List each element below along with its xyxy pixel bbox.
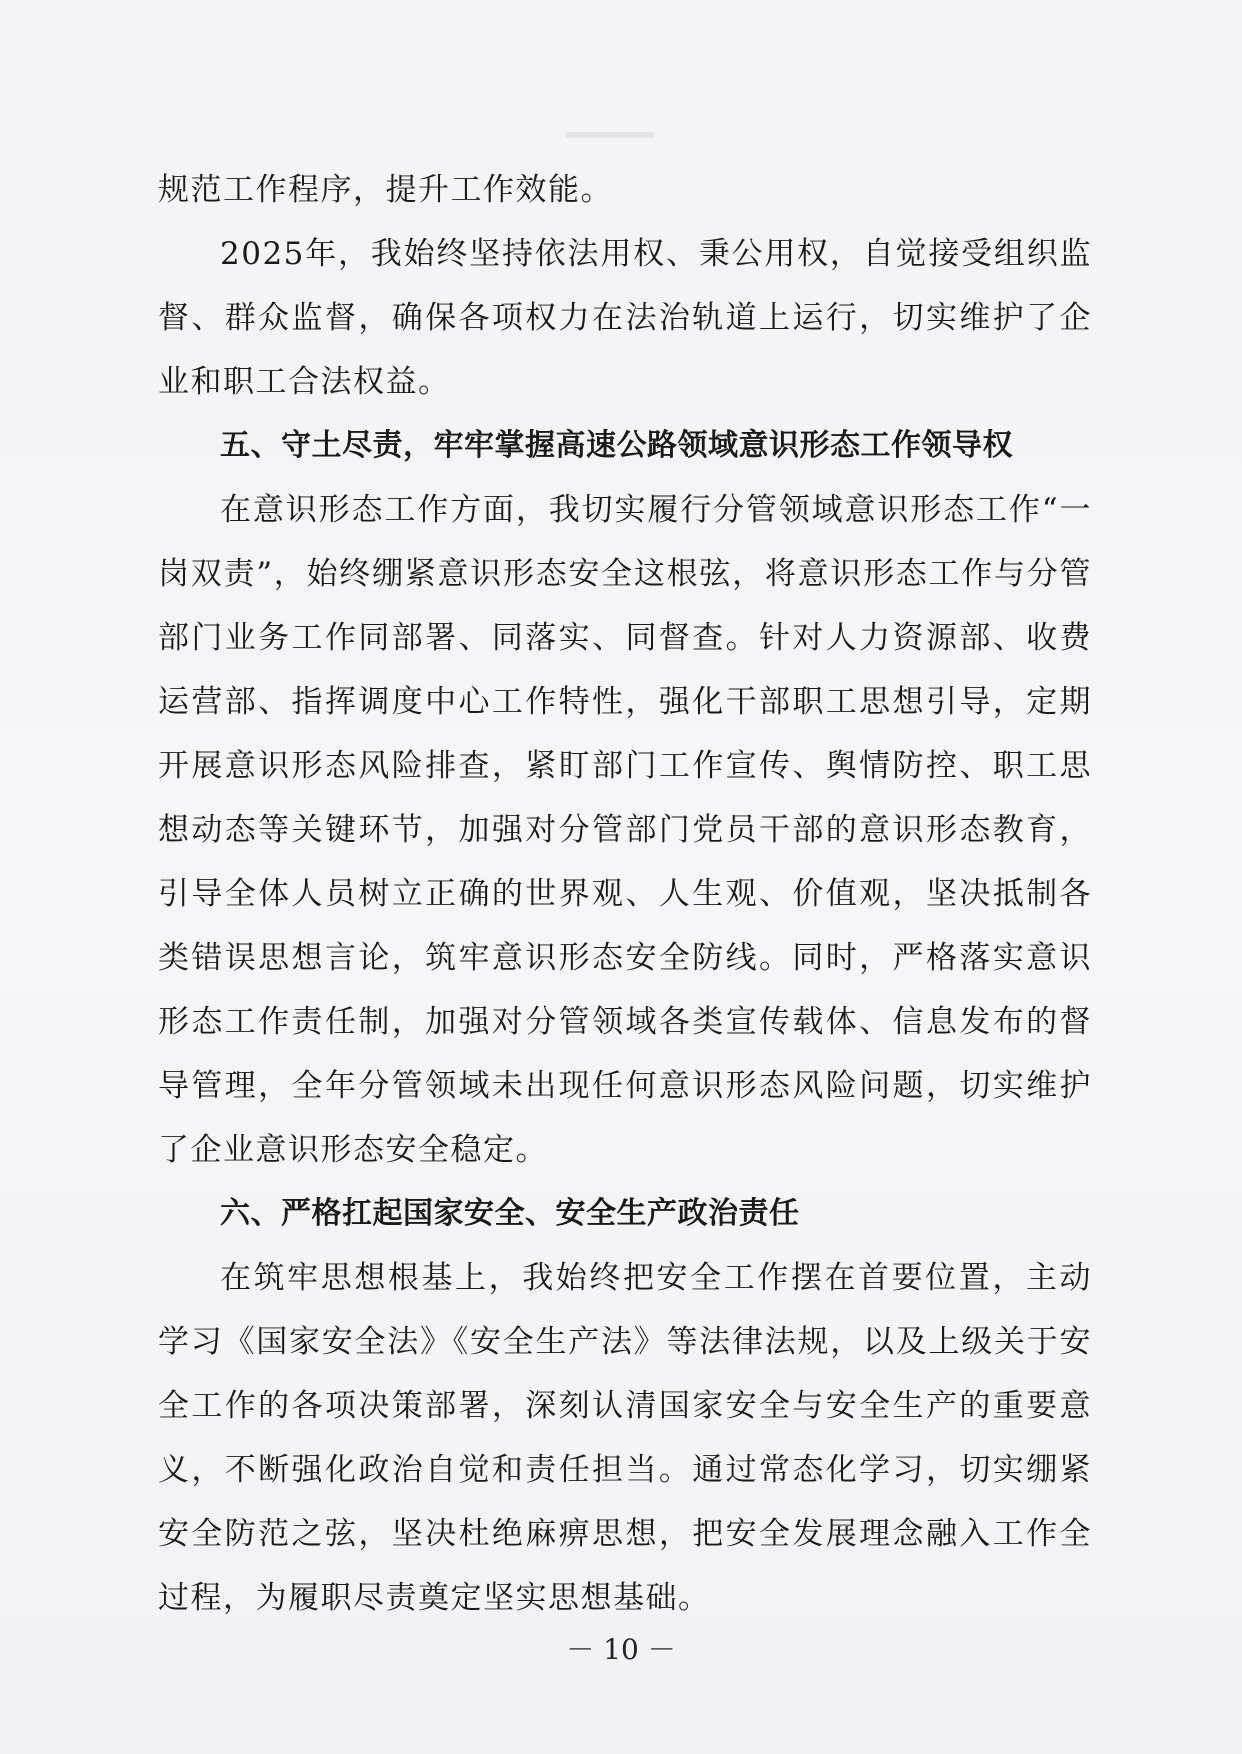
scan-bleed-mark [565,132,655,138]
paragraph-legal-power: 2025年，我始终坚持依法用权、秉公用权，自觉接受组织监督、群众监督，确保各项权力在法治轨道上运行，切实维护了企业和职工合法权益。 [158,236,1092,400]
page-number: － 10 － [566,1633,676,1666]
paragraph-safety-work: 在筑牢思想根基上，我始终把安全工作摆在首要位置，主动学习《国家安全法》《安全生产法》等法律法规，以及上级关于安全工作的各项决策部署，深刻认清国家安全与安全生产的重要意义，不断强化政治自觉和责任担当。通过常态化学习，切实绷紧安全防范之弦，坚决杜绝麻痹思想，把安全发展理念融入工作全过程，为履职尽责奠定坚实思想基础。 [158,1260,1092,1616]
document-body [158,158,1092,1630]
section-heading-six: 六、严格扛起国家安全、安全生产政治责任 [220,1196,800,1231]
section-heading-five: 五、守土尽责，牢牢掌握高速公路领域意识形态工作领导权 [220,428,1013,463]
paragraph-ideology-work: 在意识形态工作方面，我切实履行分管领域意识形态工作“一岗双责”，始终绷紧意识形态安全这根弦，将意识形态工作与分管部门业务工作同部署、同落实、同督查。针对人力资源部、收费运营部、指挥调度中心工作特性，强化干部职工思想引导，定期开展意识形态风险排查，紧盯部门工作宣传、舆情防控、职工思想动态等关键环节，加强对分管部门党员干部的意识形态教育，引导全体人员树立正确的世界观、人生观、价值观，坚决抵制各类错误思想言论，筑牢意识形态安全防线。同时，严格落实意识形态工作责任制，加强对分管领域各类宣传载体、信息发布的督导管理，全年分管领域未出现任何意识形态风险问题，切实维护了企业意识形态安全稳定。 [158,492,1092,1168]
paragraph-continuation: 规范工作程序，提升工作效能。 [158,172,613,208]
